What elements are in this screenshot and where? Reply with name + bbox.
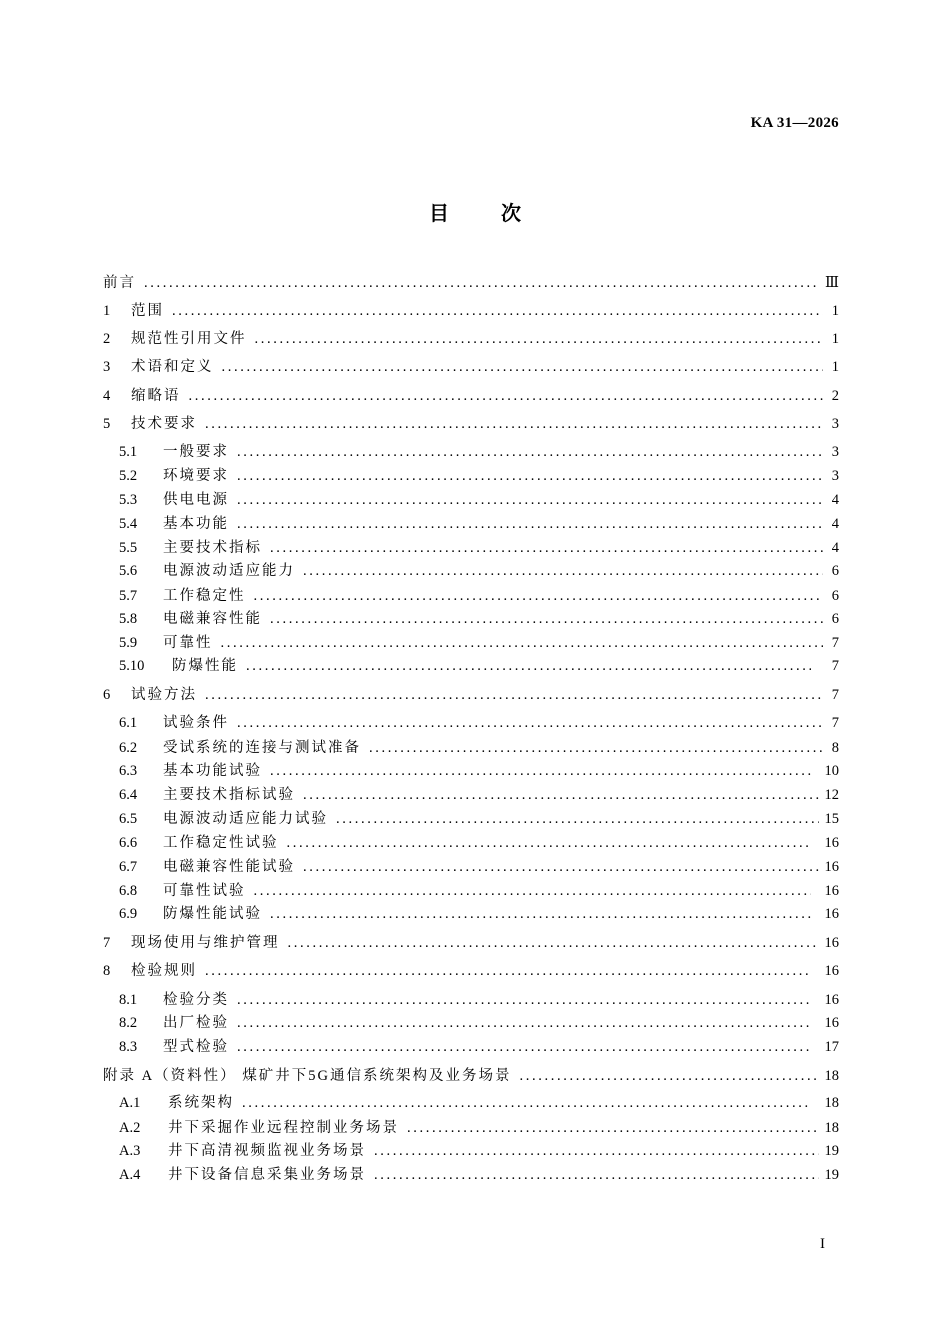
toc-subentry[interactable] xyxy=(119,1012,839,1034)
toc-entry-page: 7 xyxy=(831,687,839,703)
toc-entry-page: 16 xyxy=(824,906,839,922)
toc-entry-page: 4 xyxy=(831,540,839,556)
toc-entry-number: A.1 xyxy=(119,1095,141,1111)
toc-leader xyxy=(288,932,819,954)
toc-leader xyxy=(172,300,823,322)
toc-entry[interactable] xyxy=(103,385,839,407)
toc-leader xyxy=(222,356,824,378)
toc-entry-page: 2 xyxy=(831,388,839,404)
toc-entry-page: 16 xyxy=(824,883,839,899)
toc-entry-number: 6.6 xyxy=(119,835,138,851)
toc-entry-title: 一般要求 xyxy=(163,444,229,460)
toc-leader xyxy=(519,1065,818,1087)
toc-entry-title: 技术要求 xyxy=(131,416,197,432)
toc-entry-number: 8.3 xyxy=(119,1039,138,1055)
toc-leader xyxy=(303,560,823,582)
toc-subentry[interactable] xyxy=(119,465,839,487)
toc-entry-title: 环境要求 xyxy=(163,468,229,484)
toc-entry-page: 19 xyxy=(824,1143,839,1159)
toc-entry-page: 17 xyxy=(824,1039,839,1055)
toc-leader xyxy=(369,737,823,759)
toc-entry-number: 7 xyxy=(103,935,111,951)
toc-entry-page: Ⅲ xyxy=(825,275,839,291)
toc-subentry[interactable] xyxy=(119,585,839,607)
toc-subentry[interactable] xyxy=(119,808,839,830)
toc-entry-page: 18 xyxy=(824,1120,839,1136)
toc-entry-page: 1 xyxy=(831,359,839,375)
toc-entry-page: 1 xyxy=(831,331,839,347)
toc-entry[interactable] xyxy=(103,356,839,378)
toc-entry-title: 基本功能试验 xyxy=(163,763,262,779)
toc-leader xyxy=(205,684,823,706)
toc-subentry[interactable] xyxy=(119,560,839,582)
toc-entry-page: 4 xyxy=(831,516,839,532)
toc-leader xyxy=(237,712,823,734)
toc-entry-title: 工作稳定性试验 xyxy=(163,835,279,851)
toc-entry-page: 16 xyxy=(824,859,839,875)
toc-entry-page: 16 xyxy=(824,992,839,1008)
toc-entry-title: 检验规则 xyxy=(131,963,197,979)
toc-entry-title: 系统架构 xyxy=(168,1095,234,1111)
toc-leader xyxy=(255,328,824,350)
toc-entry-page: 16 xyxy=(824,1015,839,1031)
toc-entry-number: 6 xyxy=(103,687,111,703)
toc-entry-page: 18 xyxy=(824,1095,839,1111)
toc-entry-number: 6.8 xyxy=(119,883,138,899)
toc-leader xyxy=(237,989,811,1011)
toc-entry-number: 6.2 xyxy=(119,740,138,756)
toc-entry-number: 4 xyxy=(103,388,111,404)
toc-entry[interactable] xyxy=(103,960,839,982)
toc-leader xyxy=(303,856,819,878)
toc-subentry[interactable] xyxy=(119,1117,839,1139)
toc-entry-page: 3 xyxy=(831,416,839,432)
toc-entry-title: 可靠性 xyxy=(163,635,213,651)
toc-subentry[interactable] xyxy=(119,513,839,535)
toc-entry-number: 8.1 xyxy=(119,992,138,1008)
toc-entry-number: 5.2 xyxy=(119,468,138,484)
toc-entry-page: 15 xyxy=(824,811,839,827)
toc-entry-title: 主要技术指标 xyxy=(163,540,262,556)
toc-leader xyxy=(221,632,824,654)
toc-entry-title: 井下高清视频监视业务场景 xyxy=(168,1143,366,1159)
toc-entry-number: 5.6 xyxy=(119,563,138,579)
toc-leader xyxy=(270,537,823,559)
toc-entry-title: 缩略语 xyxy=(131,388,181,404)
toc-entry-number: 5.9 xyxy=(119,635,138,651)
page-title: 目次 xyxy=(429,201,573,225)
toc-entry-number: 5.5 xyxy=(119,540,138,556)
toc-entry-title: 术语和定义 xyxy=(131,359,214,375)
toc-subentry[interactable] xyxy=(119,1092,839,1114)
toc-entry-title: 试验方法 xyxy=(131,687,197,703)
toc-entry-page: 8 xyxy=(831,740,839,756)
toc-entry-page: 16 xyxy=(824,835,839,851)
toc-leader xyxy=(237,1012,811,1034)
toc-entry-number: 6.7 xyxy=(119,859,138,875)
toc-entry-title: 基本功能 xyxy=(163,516,229,532)
toc-entry-number: 1 xyxy=(103,303,111,319)
toc-leader xyxy=(246,655,811,677)
toc-leader xyxy=(242,1092,811,1114)
toc-entry-page: 6 xyxy=(831,588,839,604)
toc-entry-page: 6 xyxy=(831,611,839,627)
toc-leader xyxy=(407,1117,819,1139)
toc-entry-title: 电源波动适应能力 xyxy=(163,563,295,579)
toc-entry-number: A.4 xyxy=(119,1167,141,1183)
toc-subentry[interactable] xyxy=(119,632,839,654)
toc-leader xyxy=(237,465,823,487)
toc-leader xyxy=(237,489,823,511)
toc-entry-title: 现场使用与维护管理 xyxy=(131,935,280,951)
toc-entry-foreword[interactable] xyxy=(103,272,839,294)
toc-leader xyxy=(205,960,811,982)
toc-leader xyxy=(270,608,823,630)
toc-entry-page: 6 xyxy=(831,563,839,579)
toc-subentry[interactable] xyxy=(119,880,839,902)
toc-entry-page: 19 xyxy=(824,1167,839,1183)
toc-leader xyxy=(270,903,811,925)
toc-subentry[interactable] xyxy=(119,712,839,734)
toc-entry-title: 出厂检验 xyxy=(163,1015,229,1031)
toc-entry-title: 范围 xyxy=(131,303,164,319)
toc-subentry[interactable] xyxy=(119,608,839,630)
toc-entry-number: 8 xyxy=(103,963,111,979)
toc-leader xyxy=(336,808,819,830)
toc-entry-page: 3 xyxy=(831,468,839,484)
toc-entry[interactable] xyxy=(103,300,839,322)
toc-entry-page: 7 xyxy=(831,658,839,674)
toc-entry-number: 5.7 xyxy=(119,588,138,604)
toc-entry-page: 7 xyxy=(831,715,839,731)
toc-entry-title: 井下采掘作业远程控制业务场景 xyxy=(168,1120,399,1136)
toc-entry-appendix[interactable] xyxy=(103,1065,839,1087)
toc-subentry[interactable] xyxy=(119,1164,839,1186)
toc-leader xyxy=(189,385,824,407)
toc-entry-number: 5.1 xyxy=(119,444,138,460)
toc-entry-title: 规范性引用文件 xyxy=(131,331,247,347)
toc-subentry[interactable] xyxy=(119,1036,839,1058)
toc-entry-title: 井下设备信息采集业务场景 xyxy=(168,1167,366,1183)
toc-subentry[interactable] xyxy=(119,760,839,782)
toc-entry-number: 6.1 xyxy=(119,715,138,731)
toc-leader xyxy=(237,513,823,535)
toc-entry-title: 主要技术指标试验 xyxy=(163,787,295,803)
toc-entry-page: 10 xyxy=(824,763,839,779)
toc-entry-number: 2 xyxy=(103,331,111,347)
toc-leader xyxy=(254,880,812,902)
toc-leader xyxy=(237,441,823,463)
toc-entry-title: 防爆性能 xyxy=(172,658,238,674)
toc-entry-page: 1 xyxy=(831,303,839,319)
toc-entry-page: 16 xyxy=(824,935,839,951)
toc-entry-page: 12 xyxy=(824,787,839,803)
toc-entry-page: 18 xyxy=(824,1068,839,1084)
toc-leader xyxy=(374,1164,819,1186)
toc-subentry[interactable] xyxy=(119,537,839,559)
toc-entry-title: 工作稳定性 xyxy=(163,588,246,604)
toc-entry-title: 电磁兼容性能 xyxy=(163,611,262,627)
toc-entry-title: 防爆性能试验 xyxy=(163,906,262,922)
toc-entry-title: 附录 A（资料性） 煤矿井下5G通信系统架构及业务场景 xyxy=(103,1068,512,1084)
toc-leader xyxy=(205,413,823,435)
toc-entry-title: 电磁兼容性能试验 xyxy=(163,859,295,875)
toc-entry-title: 电源波动适应能力试验 xyxy=(163,811,328,827)
toc-entry-number: 6.9 xyxy=(119,906,138,922)
toc-entry-number: 8.2 xyxy=(119,1015,138,1031)
toc-entry-number: 5.4 xyxy=(119,516,138,532)
toc-entry-title: 受试系统的连接与测试准备 xyxy=(163,740,361,756)
toc-leader xyxy=(270,760,811,782)
toc-entry-number: 3 xyxy=(103,359,111,375)
toc-entry-number: 6.5 xyxy=(119,811,138,827)
toc-entry-page: 4 xyxy=(831,492,839,508)
toc-leader xyxy=(303,784,819,806)
toc-subentry[interactable] xyxy=(119,903,839,925)
page-number: I xyxy=(820,1236,825,1252)
toc-entry-number: 5 xyxy=(103,416,111,432)
toc-entry-number: 5.8 xyxy=(119,611,138,627)
toc-subentry[interactable] xyxy=(119,441,839,463)
toc-entry-page: 3 xyxy=(831,444,839,460)
toc-leader xyxy=(144,272,819,294)
toc-entry-page: 7 xyxy=(831,635,839,651)
toc-entry-number: 5.10 xyxy=(119,658,145,674)
toc-entry-title: 型式检验 xyxy=(163,1039,229,1055)
toc-entry-page: 16 xyxy=(824,963,839,979)
toc-entry[interactable] xyxy=(103,328,839,350)
toc-subentry[interactable] xyxy=(119,737,839,759)
toc-entry[interactable] xyxy=(103,932,839,954)
toc-subentry[interactable] xyxy=(119,655,839,677)
toc-entry-number: 5.3 xyxy=(119,492,138,508)
toc-subentry[interactable] xyxy=(119,832,839,854)
toc-leader xyxy=(237,1036,811,1058)
toc-entry-title: 试验条件 xyxy=(163,715,229,731)
toc-leader xyxy=(287,832,812,854)
toc-subentry[interactable] xyxy=(119,856,839,878)
toc-subentry[interactable] xyxy=(119,1140,839,1162)
toc-entry-number: 6.4 xyxy=(119,787,138,803)
toc-leader xyxy=(254,585,824,607)
standard-code: KA 31—2026 xyxy=(750,115,839,131)
toc-entry-title: 供电电源 xyxy=(163,492,229,508)
toc-leader xyxy=(374,1140,819,1162)
toc-entry[interactable] xyxy=(103,684,839,706)
toc-entry-number: 6.3 xyxy=(119,763,138,779)
toc-entry-title: 检验分类 xyxy=(163,992,229,1008)
toc-subentry[interactable] xyxy=(119,489,839,511)
toc-entry[interactable] xyxy=(103,413,839,435)
toc-subentry[interactable] xyxy=(119,989,839,1011)
toc-entry-title: 可靠性试验 xyxy=(163,883,246,899)
toc-entry-number: A.3 xyxy=(119,1143,141,1159)
toc-entry-title: 前言 xyxy=(103,275,136,291)
toc-subentry[interactable] xyxy=(119,784,839,806)
toc-entry-number: A.2 xyxy=(119,1120,141,1136)
